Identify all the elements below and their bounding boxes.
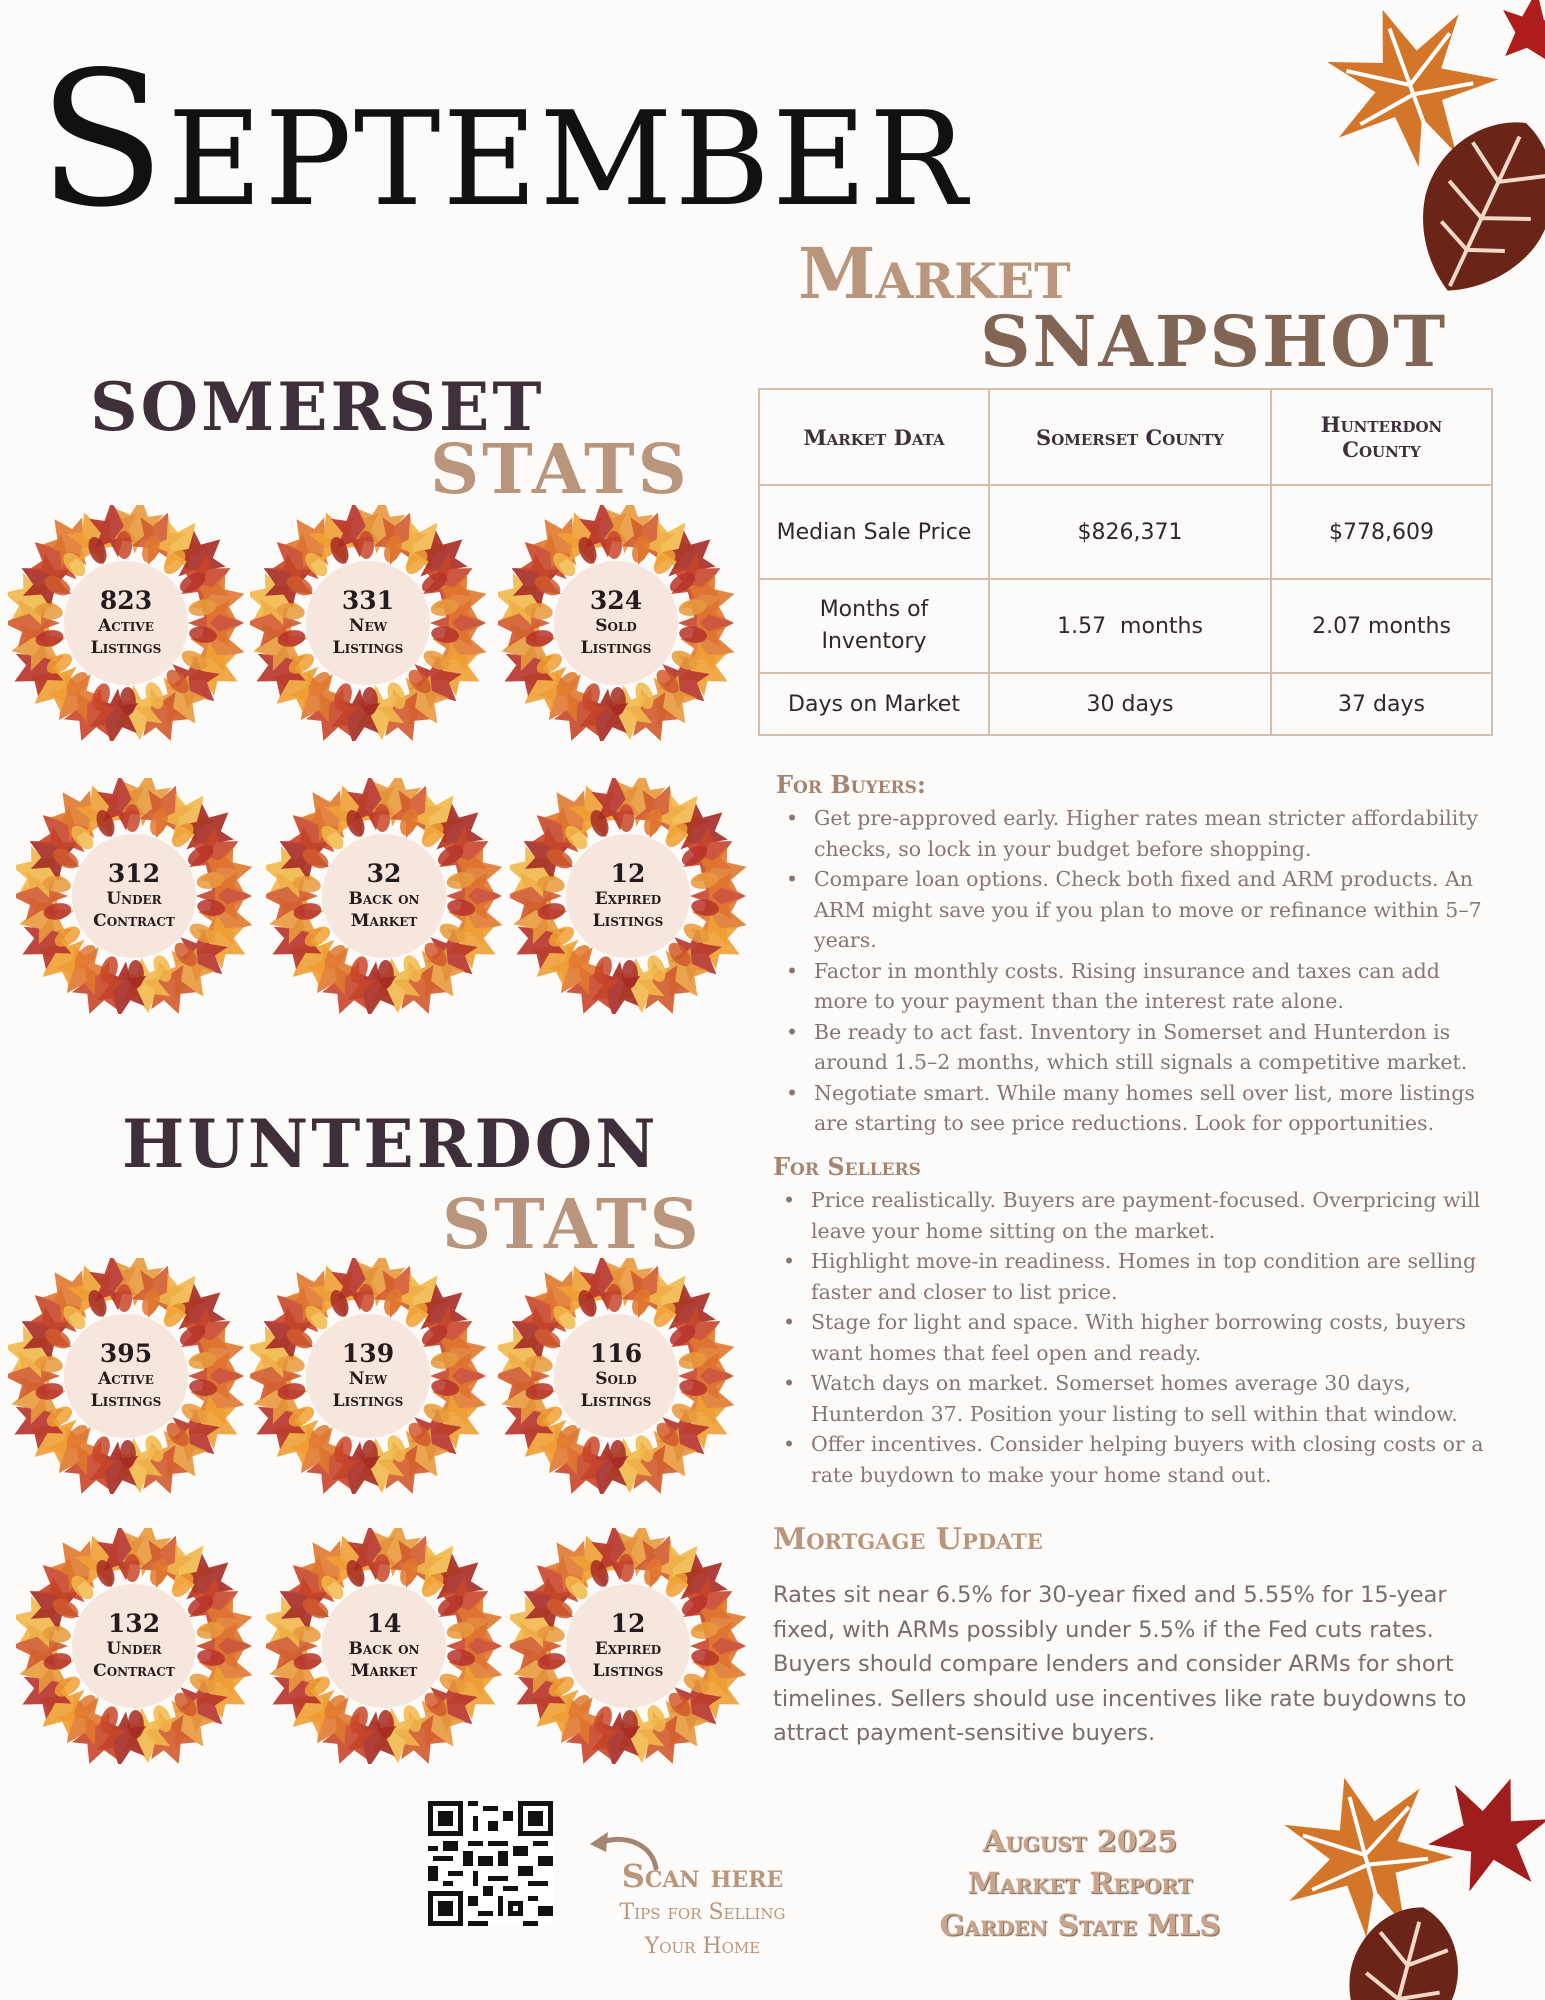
list-item: • Highlight move-in readiness. Homes in top condition are selling faster and closer to list price. — [773, 1246, 1493, 1307]
table-row — [759, 485, 1492, 579]
stat-wreath — [266, 778, 502, 1014]
stat-label: Expired Listings — [592, 1639, 664, 1681]
stat-label: Expired Listings — [592, 889, 664, 931]
stat-value: 139 — [341, 1339, 395, 1368]
stat-center — [72, 834, 196, 958]
list-item: • Be ready to act fast. Inventory in Somerset and Hunterdon is around 1.5–2 months, which still signals a competitive market. — [776, 1017, 1496, 1078]
sellers-heading: For Sellers — [773, 1152, 921, 1181]
list-item: • Get pre-approved early. Higher rates mean stricter affordability checks, so lock in your budget before shopping. — [776, 803, 1496, 864]
hunterdon-stats-word: STATS — [442, 1185, 702, 1265]
stat-center — [566, 834, 690, 958]
stat-label: Active Listings — [90, 616, 162, 658]
autumn-leaves-icon — [1255, 1760, 1545, 2000]
qr-code-icon[interactable] — [428, 1801, 553, 1926]
stat-label: Back on Market — [348, 1639, 420, 1681]
buyers-heading: For Buyers: — [776, 770, 926, 799]
stat-label: New Listings — [332, 1369, 404, 1411]
report-line1: August 2025 — [982, 1824, 1178, 1858]
list-item: • Stage for light and space. With higher borrowing costs, buyers want homes that feel open and ready. — [773, 1307, 1493, 1368]
mortgage-heading: Mortgage Update — [773, 1522, 1043, 1557]
stat-wreath — [510, 1528, 746, 1764]
mortgage-text: Rates sit near 6.5% for 30-year fixed and 5.55% for 15-year fixed, with ARMs possibly under 5.5% if the Fed cuts rates. Buyers should compare lenders and consider ARMs for short timelines. Sellers should use incentives like rate buydowns to attract payment-sensitive buyers. — [773, 1582, 1467, 1746]
stat-value: 12 — [610, 1609, 646, 1638]
scan-sub1: Tips for Selling — [619, 1900, 786, 1925]
hunterdon-name: HUNTERDON — [122, 1105, 659, 1183]
table-header: Market Data — [759, 389, 989, 485]
stat-label: Under Contract — [93, 1639, 175, 1681]
list-item: • Offer incentives. Consider helping buyers with closing costs or a rate buydown to make your home stand out. — [773, 1429, 1493, 1490]
table-cell: $778,609 — [1271, 485, 1492, 579]
table-cell: 2.07 months — [1271, 579, 1492, 673]
somerset-stats-word: STATS — [430, 430, 690, 510]
table-cell: Months of Inventory — [759, 579, 989, 673]
stat-wreath — [250, 1258, 486, 1494]
report-line3: Garden State MLS — [939, 1908, 1221, 1942]
list-item: • Compare loan options. Check both fixed and ARM products. An ARM might save you if you plan to move or refinance within 5–7 years. — [776, 864, 1496, 956]
sellers-section — [773, 1152, 1493, 1490]
list-item: • Price realistically. Buyers are payment-focused. Overpricing will leave your home sitting on the market. — [773, 1185, 1493, 1246]
stat-center — [72, 1584, 196, 1708]
stat-center — [306, 1314, 430, 1438]
table-row — [759, 579, 1492, 673]
list-item: • Watch days on market. Somerset homes average 30 days, Hunterdon 37. Position your listing to sell within that window. — [773, 1368, 1493, 1429]
subtitle-snapshot: SNAPSHOT — [980, 300, 1448, 383]
stat-label: Back on Market — [348, 889, 420, 931]
autumn-leaves-icon — [1290, 0, 1545, 300]
stat-label: New Listings — [332, 616, 404, 658]
stat-wreath — [16, 778, 252, 1014]
sellers-list — [773, 1185, 1493, 1490]
table-header: Somerset County — [989, 389, 1271, 485]
stat-value: 312 — [107, 859, 161, 888]
stat-label: Under Contract — [93, 889, 175, 931]
scan-sub2: Your Home — [644, 1934, 761, 1959]
stat-label: Sold Listings — [580, 1369, 652, 1411]
stat-center — [64, 1314, 188, 1438]
stat-value: 12 — [610, 859, 646, 888]
report-label — [905, 1820, 1255, 1946]
stat-value: 331 — [341, 586, 395, 615]
table-cell: 37 days — [1271, 673, 1492, 735]
stat-wreath — [250, 505, 486, 741]
stat-wreath — [8, 505, 244, 741]
table-cell: Days on Market — [759, 673, 989, 735]
stat-value: 823 — [99, 586, 153, 615]
stat-wreath — [498, 505, 734, 741]
buyers-section — [776, 770, 1496, 1139]
report-line2: Market Report — [967, 1866, 1193, 1900]
page-title: September — [38, 31, 969, 248]
scan-title: Scan here — [621, 1857, 784, 1895]
scan-cta[interactable] — [575, 1856, 830, 1964]
subtitle-market: Market — [798, 232, 1071, 315]
stat-center — [554, 1314, 678, 1438]
stat-label: Sold Listings — [580, 616, 652, 658]
hunterdon-heading — [122, 1105, 702, 1265]
stat-value: 132 — [107, 1609, 161, 1638]
stat-value: 324 — [589, 586, 643, 615]
stat-center — [554, 561, 678, 685]
buyers-list — [776, 803, 1496, 1139]
table-row — [759, 673, 1492, 735]
stat-center — [306, 561, 430, 685]
stat-center — [322, 1584, 446, 1708]
stat-value: 14 — [366, 1609, 402, 1638]
stat-wreath — [266, 1528, 502, 1764]
table-cell: 1.57 months — [989, 579, 1271, 673]
stat-wreath — [16, 1528, 252, 1764]
stat-wreath — [8, 1258, 244, 1494]
stat-value: 32 — [366, 859, 402, 888]
list-item: • Factor in monthly costs. Rising insurance and taxes can add more to your payment than the interest rate alone. — [776, 956, 1496, 1017]
stat-wreath — [510, 778, 746, 1014]
table-cell: $826,371 — [989, 485, 1271, 579]
table-cell: 30 days — [989, 673, 1271, 735]
somerset-heading — [90, 368, 690, 510]
stat-center — [64, 561, 188, 685]
stat-label: Active Listings — [90, 1369, 162, 1411]
list-item: • Negotiate smart. While many homes sell over list, more listings are starting to see price reductions. Look for opportunities. — [776, 1078, 1496, 1139]
table-cell: Median Sale Price — [759, 485, 989, 579]
table-header: Hunterdon County — [1271, 389, 1492, 485]
market-data-table — [758, 388, 1493, 736]
stat-center — [322, 834, 446, 958]
stat-value: 116 — [589, 1339, 643, 1368]
somerset-name: SOMERSET — [90, 368, 545, 446]
stat-center — [566, 1584, 690, 1708]
stat-value: 395 — [99, 1339, 153, 1368]
stat-wreath — [498, 1258, 734, 1494]
